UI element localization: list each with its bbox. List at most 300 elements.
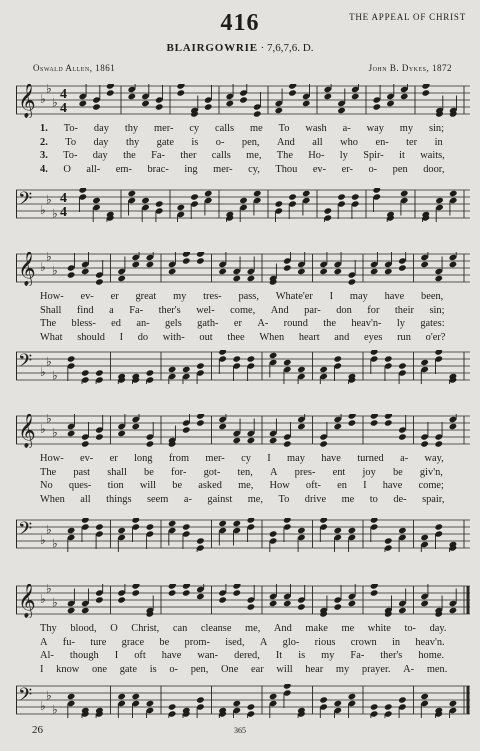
note-head [269,352,278,359]
note-head [288,193,297,200]
note-head [400,93,409,100]
note-head [204,190,213,197]
lyric-syllable: I [119,332,124,344]
lyric-syllable: out [199,332,213,344]
note-head [218,268,227,275]
note-head [117,275,126,282]
lyric-syllable: pen [392,164,408,176]
lyric-syllable: door, [423,164,445,176]
lyric-syllable: When [259,332,285,344]
music-credit: John B. Dykes, 1872 [368,63,452,73]
lyric-syllable: run [397,332,411,344]
note-head [67,527,76,534]
note-head [420,440,429,447]
lyric-syllable: ed [111,318,121,330]
note-head [232,437,241,444]
note-head [269,693,278,700]
lyric-syllable: de- [393,494,407,506]
note-head [131,261,140,268]
lyric-syllable: be [159,636,170,648]
lyric-syllable: for [367,304,380,316]
lyric-syllable: cleanse [200,623,232,634]
lyric-syllable: When [40,494,65,506]
note-head [434,523,443,530]
lyric-syllable: What [40,332,63,344]
lyric-syllable: Al- [40,650,54,662]
lyric-syllable: How- [40,453,64,464]
lyric-line [40,452,460,466]
lyric-syllable: heav'n- [351,318,382,330]
note-head [67,607,76,614]
lyric-syllable: gate [119,664,137,676]
flat-icon: ♭ [46,414,52,426]
note-head [319,696,328,703]
lyric-line [40,163,460,177]
note-head [283,684,292,690]
lyric-syllable: ev- [80,453,94,464]
time-signature: 4 [60,191,67,206]
note-head [434,275,443,282]
lyric-syllable: en- [375,136,389,148]
flat-icon: ♭ [40,533,46,547]
lyric-syllable: sin; [428,123,444,134]
lyric-syllable: er [233,318,242,330]
note-head [232,589,241,596]
note-head [79,100,88,107]
note-head [449,607,458,614]
note-head [146,369,155,376]
lyric-syllable: cy [241,453,251,464]
note-head [337,193,346,200]
lyric-syllable: cy [189,123,200,134]
note-head [196,696,205,703]
note-head [373,103,382,110]
note-head [398,696,407,703]
lyric-syllable: 4. [40,164,48,176]
lyric-syllable: thy [125,136,140,148]
lyric-syllable: No [40,480,53,492]
lyric-syllable: my [321,650,335,662]
note-head [239,197,248,204]
note-head [324,207,333,214]
lyric-syllable: have [382,480,403,492]
note-head [435,197,444,204]
lyric-syllable: mer- [205,453,225,464]
lyric-syllable: waits, [420,150,445,162]
lyric-syllable: the [323,318,336,330]
note-head [319,366,328,373]
lyric-syllable: I [114,650,119,662]
lyric-syllable: in [434,136,443,148]
lyric-syllable: o- [169,664,178,676]
note-head [247,437,256,444]
lyric-syllable: shall [107,466,127,478]
lyric-syllable: have [384,291,405,302]
flat-icon: ♭ [40,592,46,606]
lyric-syllable: and [334,332,350,344]
flat-icon: ♭ [52,368,58,383]
lyric-syllable: sin; [429,304,445,316]
note-head [117,430,126,437]
lyric-line [40,290,460,304]
note-head [283,359,292,366]
lyric-syllable: way, [424,453,444,464]
lyric-syllable: I [40,664,44,676]
note-head [398,264,407,271]
lyric-syllable: oft- [305,480,321,492]
lyric-syllable: been, [421,291,444,302]
page-number-left: 26 [32,724,43,736]
lyric-syllable: wan- [197,650,219,662]
lyric-syllable: o- [215,136,225,148]
lyric-syllable: It [275,650,283,662]
note-head [253,190,262,197]
note-head [92,103,101,110]
lyric-line [40,493,460,507]
lyric-syllable: To- [63,150,78,162]
note-head [269,437,278,444]
note-head [182,366,191,373]
lyric-syllable: And [270,304,289,316]
lyric-syllable: Ho- [308,150,325,162]
lyric-syllable: my [399,123,414,134]
lyric-syllable: 2. [40,136,48,148]
note-head [283,518,292,524]
lyric-syllable: day [93,136,109,148]
note-head [297,268,306,275]
note-head [146,261,155,268]
lyric-syllable: The [276,150,293,162]
lyric-syllable: thy [124,123,139,134]
lyric-syllable: pen, [190,664,209,676]
treble-staff [16,414,470,448]
note-head [333,268,342,275]
note-head [95,369,104,376]
lyric-syllable: men. [426,664,448,676]
lyric-syllable: an- [136,318,150,330]
note-head [190,193,199,200]
lyric-syllable: gates: [420,318,445,330]
flat-icon: ♭ [52,95,58,110]
note-head [92,197,101,204]
note-head [146,523,155,530]
lyric-syllable: have [321,453,341,464]
note-head [420,600,429,607]
lyric-syllable: joy [362,466,376,478]
note-head [370,703,379,710]
lyric-syllable: a- [400,453,409,464]
note-head [370,419,379,426]
note-head [218,520,227,527]
treble-staff [16,84,470,118]
note-head [247,518,256,524]
note-head [218,596,227,603]
note-head [275,200,284,207]
note-head [449,190,458,197]
note-head [106,89,115,96]
note-head [348,693,357,700]
lyric-syllable: Christ, [131,623,160,634]
lyric-syllable: me, [245,623,261,634]
note-head [449,700,458,707]
flat-icon: ♭ [40,260,46,274]
lyric-syllable: ture [90,636,107,648]
note-head [370,268,379,275]
note-head [400,190,409,197]
lyrics-block [40,452,460,507]
lyric-syllable: And [273,623,292,634]
lyric-syllable: got- [203,466,221,478]
note-head [324,93,333,100]
lyric-syllable: one [91,664,107,676]
lyric-syllable: asked [198,480,222,492]
lyric-syllable: ing [184,164,198,176]
page-number-center: 365 [234,726,246,735]
lyric-syllable: to- [404,623,416,634]
lyric-syllable: the [123,150,136,162]
lyric-line [40,122,460,136]
note-head [247,703,256,710]
note-head [232,275,241,282]
lyric-syllable: things [106,494,132,506]
lyric-syllable: be [172,480,183,492]
note-head [384,537,393,544]
lyric-syllable: a- [183,494,192,506]
note-head [226,100,235,107]
note-head [131,518,140,524]
note-head [333,355,342,362]
lyric-syllable: ev- [312,164,327,176]
lyric-line [40,636,460,650]
note-head [196,419,205,426]
lyric-syllable: Thy [40,623,57,634]
lyric-syllable: I [267,453,271,464]
lyric-syllable: prayer. [361,664,391,676]
lyric-syllable: A [40,636,48,648]
note-head [420,261,429,268]
flat-icon: ♭ [40,92,46,106]
note-head [420,693,429,700]
lyric-syllable: should [77,332,105,344]
note-head [283,440,292,447]
treble-clef-icon: 𝄞 [18,84,36,118]
note-head [155,200,164,207]
note-head [370,350,379,356]
note-head [348,419,357,426]
lyric-syllable: 3. [40,150,48,162]
lyric-syllable: hear [305,664,324,676]
note-head [398,433,407,440]
staff-svg [16,350,470,384]
lyric-syllable: The [40,466,57,478]
treble-clef-icon: 𝄞 [18,584,36,618]
flat-icon: ♭ [46,84,52,96]
bass-staff [16,518,470,552]
lyric-syllable: To [278,123,290,134]
note-head [131,693,140,700]
note-head [146,440,155,447]
lyric-syllable: Shall [40,304,62,316]
lyric-syllable: A [269,466,278,478]
lyric-line [40,622,460,636]
lyrics-block [40,122,460,177]
lyric-syllable: en [337,480,347,492]
note-head [297,423,306,430]
lyric-syllable: all- [86,164,101,176]
note-head [67,693,76,700]
lyric-syllable: ear [251,664,264,676]
lyric-syllable: er- [341,164,353,176]
note-head [117,527,126,534]
lyric-syllable: er [109,453,118,464]
lyric-syllable: a- [342,123,351,134]
lyric-syllable: way [366,123,384,134]
lyric-syllable: to [369,494,378,506]
note-head [196,537,205,544]
lyric-syllable: em- [115,164,132,176]
lyric-syllable: gath- [197,318,219,330]
note-head [196,362,205,369]
lyric-line [40,466,460,480]
lyric-syllable: A- [257,318,269,330]
lyric-syllable: long [134,453,153,464]
lyric-syllable: have [161,650,182,662]
flat-icon: ♭ [40,203,46,217]
lyric-syllable: day [92,150,108,162]
staff-svg [16,188,470,222]
lyric-syllable: gels [165,318,182,330]
lyric-syllable: gainst [207,494,233,506]
lyric-syllable: me, [238,480,254,492]
lyric-syllable: all [80,494,91,506]
note-head [398,527,407,534]
lyric-syllable: make [305,623,328,634]
bass-staff [16,684,470,718]
lyric-syllable: don [336,304,352,316]
note-head [449,423,458,430]
lyric-syllable: me, [246,150,262,162]
note-head [182,523,191,530]
note-head [232,700,241,707]
lyric-syllable: drive [304,494,327,506]
lyric-syllable: is [149,664,157,676]
staff-svg [16,518,470,552]
lyric-syllable: from [168,453,190,464]
note-head [168,703,177,710]
lyric-syllable: The [40,318,57,330]
lyric-syllable: seem [147,494,169,506]
lyric-syllable: Whate'er [275,291,313,302]
flat-icon: ♭ [46,192,52,207]
lyric-syllable: ten, [237,466,253,478]
flat-icon: ♭ [52,206,58,221]
flat-icon: ♭ [46,522,52,537]
lyric-syllable: ev- [80,291,94,302]
lyrics-block [40,290,460,345]
note-head [182,257,191,264]
note-head [232,520,241,527]
note-head [95,278,104,285]
note-head [386,100,395,107]
lyric-syllable: round [283,318,308,330]
note-head [95,523,104,530]
lyric-syllable: One [221,664,239,676]
note-head [131,423,140,430]
bass-staff [16,188,470,222]
time-signature: 4 [60,101,67,116]
lyric-syllable: is [298,650,306,662]
note-head [81,607,90,614]
note-head [420,359,429,366]
note-head [182,589,191,596]
lyric-syllable: er [110,291,119,302]
note-head [218,423,227,430]
lyric-line [40,479,460,493]
note-head [333,700,342,707]
lyric-syllable: may [287,453,305,464]
note-head [141,197,150,204]
lyric-syllable: calls [211,150,231,162]
lyric-line [40,136,460,150]
lyric-syllable: blood, [70,623,97,634]
lyric-syllable: tres- [203,291,222,302]
lyric-syllable: ised, [225,636,245,648]
note-head [95,596,104,603]
note-head [177,204,186,211]
lyric-syllable: pen, [241,136,260,148]
lyric-syllable: be [144,466,154,478]
note-head [351,93,360,100]
lyric-syllable: a [109,304,114,316]
flat-icon: ♭ [46,688,52,703]
lyric-syllable: day [93,123,109,134]
lyric-syllable: o'er? [425,332,446,344]
lyric-syllable: o- [368,164,378,176]
note-head [67,355,76,362]
note-head [398,607,407,614]
lyric-syllable: brac- [147,164,169,176]
lyric-syllable: pres- [294,466,316,478]
note-head [155,103,164,110]
bass-staff [16,350,470,384]
lyric-syllable: all [312,136,323,148]
note-head [218,350,227,356]
flat-icon: ♭ [52,425,58,440]
flat-icon: ♭ [52,702,58,717]
lyric-syllable: me, [247,494,263,506]
note-head [348,278,357,285]
lyric-syllable: turned [357,453,384,464]
lyric-syllable: my [335,664,350,676]
lyric-syllable: oft [134,650,146,662]
note-head [302,100,311,107]
lyric-syllable: is [191,136,199,148]
lyric-syllable: tion [107,480,124,492]
note-head [196,593,205,600]
flat-icon: ♭ [40,422,46,436]
note-head [434,350,443,356]
note-head [384,419,393,426]
note-head [370,518,379,524]
note-head [247,275,256,282]
lyric-syllable: wel- [196,304,215,316]
note-head [131,589,140,596]
lyric-line [40,663,460,677]
note-head [168,268,177,275]
lyric-syllable: gate [156,136,174,148]
lyric-syllable: my [173,291,187,302]
lyric-syllable: pass, [238,291,259,302]
